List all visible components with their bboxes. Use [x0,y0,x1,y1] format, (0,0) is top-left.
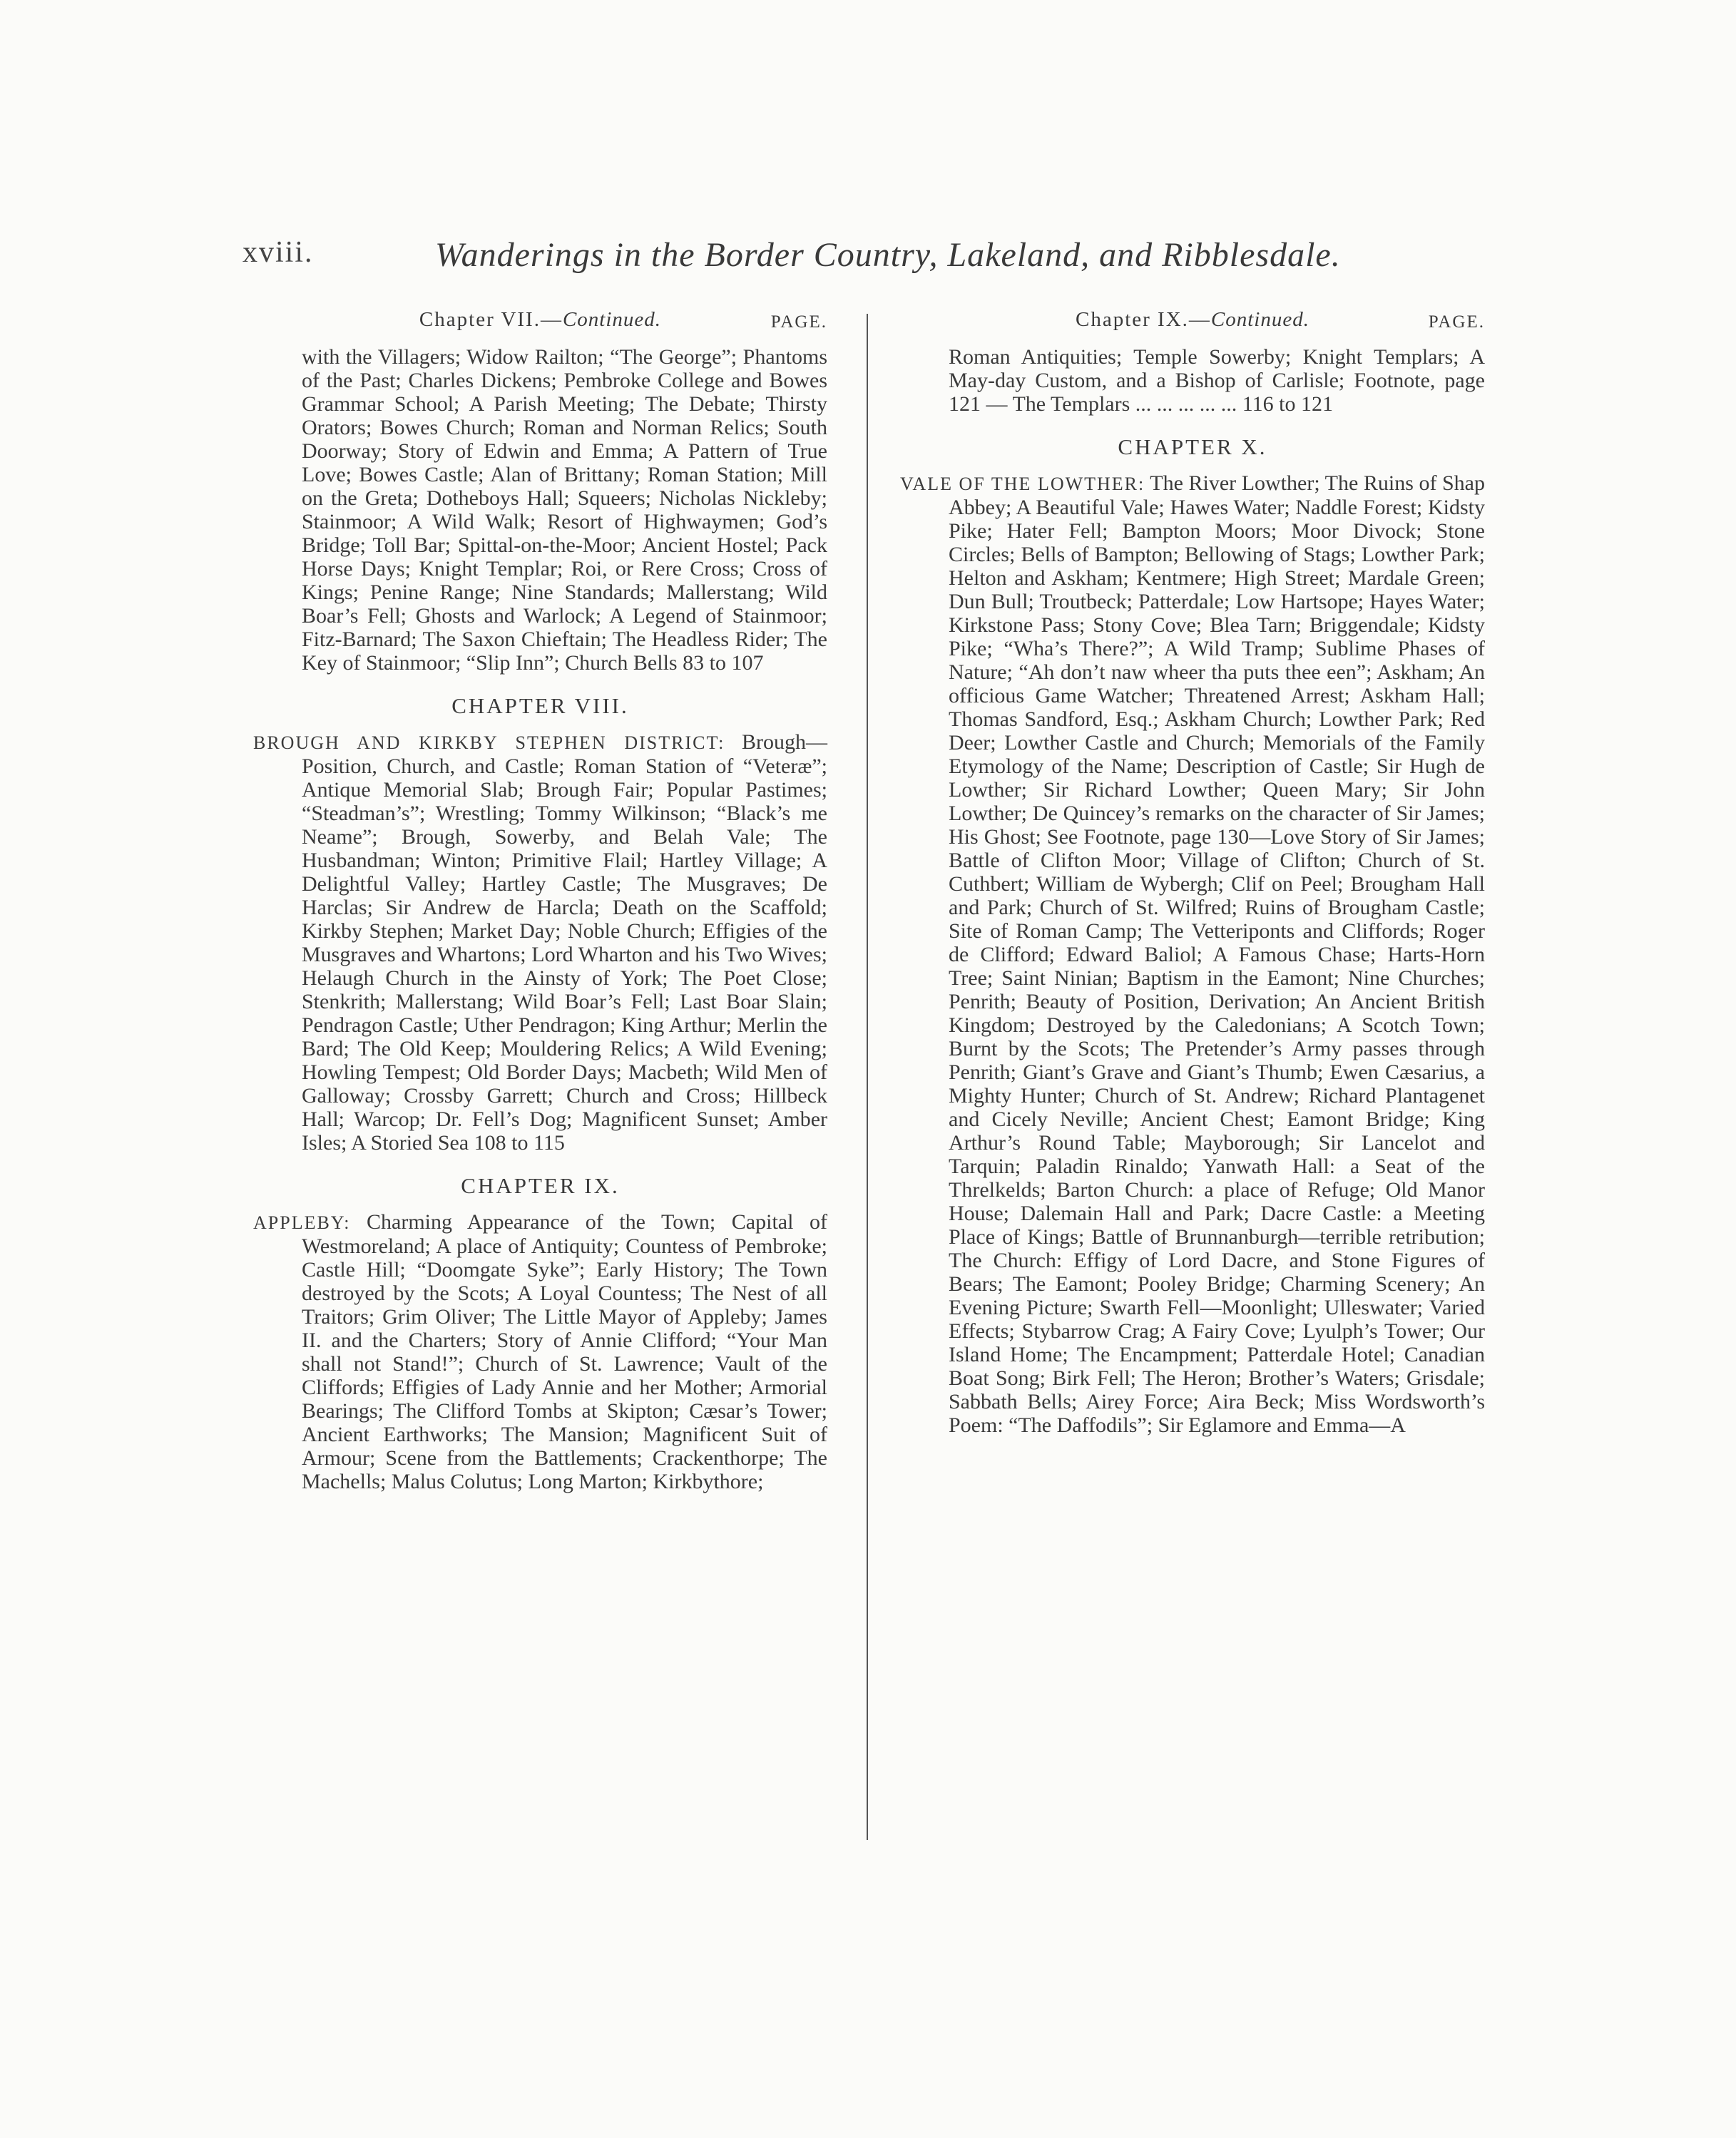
contents-text: The River Lowther; The Ruins of Shap Abbey; A Beautiful Vale; Hawes Water; Naddle Forest; Kidsty Pike; Hater Fell; Bampton Moors; Moor Divock; Stone Circles; Bells of Bampton; Bellowing of Stags; Lowther Park; Helton and Askham; Kentmere; High Street; Mardale Green; Dun Bull; Troutbeck; Patterdale; Low Hartsope; Hayes Water; Kirkstone Pass; Stony Cove; Blea Tarn; Briggendale; Kidsty Pike; “Wha’s There?”; A Wild Tramp; Sublime Phases of Nature; “Ah don’t naw wheer tha puts thee een”; Askham; An officious Game Watcher; Threatened Arrest; Askham Hall; Thomas Sandford, Esq.; Askham Church; Lowther Park; Red Deer; Lowther Castle and Church; Memorials of the Family Etymology of the Name; Description of Castle; Sir Hugh de Lowther; Sir Richard Lowther; Queen Mary; Sir John Lowther; De Quincey’s remarks on the character of Sir James; His Ghost; See Footnote, page 130—Love Story of Sir James; Battle of Clifton Moor; Village of Clifton; Church of St. Cuthbert; William de Wybergh; Clif on Peel; Brougham Hall and Park; Church of St. Wilfred; Ruins of Brougham Castle; Site of Roman Camp; The Vetteriponts and Cliffords; Roger de Clifford; Edward Baliol; A Famous Chase; Harts-Horn Tree; Saint Ninian; Baptism in the Eamont; Nine Churches; Penrith; Beauty of Position, Derivation; An Ancient British Kingdom; Destroyed by the Caledonians; A Scotch Town; Burnt by the Scots; The Pretender’s Army passes through Penrith; Giant’s Grave and Giant’s Thumb; Ewen Cæsarius, a Mighty Hunter; Church of St. Andrew; Richard Plantagenet and Cicely Neville; Ancient Chest; Eamont Bridge; King Arthur’s Round Table; Mayborough; Sir Lancelot and Tarquin; Paladin Rinaldo; Yanwath Hall: a Seat of the Threlkelds; Barton Church: a place of Refuge; Old Manor House; Dalemain Hall and Park; Dacre Castle: a Meeting Place of Kings; Battle of Brunnanburgh—terrible retribution; The Church: Effigy of Lord Dacre, and Stone Figures of Bears; The Eamont; Pooley Bridge; Charming Scenery; An Evening Picture; Swarth Fell—Moonlight; Ulleswater; Varied Effects; Stybarrow Crag; A Fairy Cove; Lyulph’s Tower; Our Island Home; The Encampment; Patterdale Hotel; Canadian Boat Song; Birk Fell; The Heron; Brother’s Waters; Grisdale; Sabbath Bells; Airey Force; Aira Beck; Miss Wordsworth’s Poem: “The Daffodils”; Sir Eglamore and Emma—A [949,471,1485,1437]
page-range: 108 to 115 [474,1131,565,1155]
contents-text: Brough—Position, Church, and Castle; Roman Station of “Veteræ”; Antique Memorial Slab; Brough Fair; Popular Pastimes; “Steadman’s”; Wrestling; Tommy Wilkinson; “Black’s me Neame”; Brough, Sowerby, and Belah Vale; The Husbandman; Winton; Primitive Flail; Hartley Village; A Delightful Valley; Hartley Castle; The Musgraves; De Harclas; Sir Andrew de Harcla; Death on the Scaffold; Kirkby Stephen; Market Day; Noble Church; Effigies of the Musgraves and Whartons; Lord Wharton and his Two Wives; Helaugh Church in the Ainsty of York; The Poet Close; Stenkrith; Mallerstang; Wild Boar’s Fell; Last Boar Slain; Pendragon Castle; Uther Pendragon; King Arthur; Merlin the Bard; The Old Keep; Mouldering Relics; A Wild Evening; Howling Tempest; Old Border Days; Macbeth; Wild Men of Galloway; Crossby Garrett; Church and Cross; Hillbeck Hall; Warcop; Dr. Fell’s Dog; Magnificent Sunset; Amber Isles; A Storied Sea [302,730,828,1155]
chapter-8-title: CHAPTER VIII. [451,693,629,718]
chapter-lead: VALE OF THE LOWTHER: [900,474,1145,494]
chapter-9-contents [253,1210,827,1493]
page-column-label: PAGE. [770,312,827,332]
chapter-9-continued-heading [900,307,1485,342]
chapter-label: Chapter VII.— [419,308,563,331]
running-head [242,235,1341,285]
chapter-7-contents [253,345,827,675]
column-divider [867,314,868,1840]
folio: xviii. [242,236,314,269]
right-column [900,307,1485,1437]
chapter-9-continued-contents [900,345,1485,416]
chapter-lead: BROUGH AND KIRKBY STEPHEN DISTRICT: [253,732,725,753]
left-column [253,307,827,1493]
continued-label: Continued. [1210,308,1309,331]
chapter-label: Chapter IX.— [1076,308,1211,331]
contents-text: Charming Appearance of the Town; Capital of Westmoreland; A place of Antiquity; Countess of Pembroke; Castle Hill; “Doomgate Syke”; Early History; The Town destroyed by the Scots; A Loyal Countess; The Nest of all Traitors; Grim Oliver; The Little Mayor of Appleby; James II. and the Charters; Story of Annie Clifford; “Your Man shall not Stand!”; Church of St. Lawrence; Vault of the Cliffords; Effigies of Lady Annie and her Mother; Armorial Bearings; The Clifford Tombs at Skipton; Cæsar’s Tower; Ancient Earthworks; The Mansion; Magnificent Suit of Armour; Scene from the Battlements; Crackenthorpe; The Machells; Malus Colutus; Long Marton; Kirkbythore; [302,1210,827,1493]
chapter-10-title: CHAPTER X. [1118,434,1267,459]
page-range: 83 to 107 [683,651,764,675]
book-title: Wanderings in the Border Country, Lakeland, and Ribblesdale. [435,236,1341,274]
chapter-10-contents [900,471,1485,1437]
chapter-8-contents [253,730,827,1155]
page-column-label: PAGE. [1428,312,1485,332]
continued-label: Continued. [562,308,662,331]
contents-text: Roman Antiquities; Temple Sowerby; Knight Templars; A May-day Custom, and a Bishop of Carlisle; Footnote, page 121 — The Templars ... ... ... ... ... [949,345,1485,416]
chapter-9-title: CHAPTER IX. [461,1173,620,1198]
chapter-7-continued-heading [253,307,827,342]
chapter-lead: APPLEBY: [253,1212,351,1233]
contents-text: with the Villagers; Widow Railton; “The George”; Phantoms of the Past; Charles Dickens; Pembroke College and Bowes Grammar School; A Parish Meeting; The Debate; Thirsty Orators; Bowes Church; Roman and Norman Relics; South Doorway; Story of Edwin and Emma; A Pattern of True Love; Bowes Castle; Alan of Brittany; Roman Station; Mill on the Greta; Dotheboys Hall; Squeers; Nicholas Nickleby; Stainmoor; A Wild Walk; Resort of Highwaymen; God’s Bridge; Toll Bar; Spittal-on-the-Moor; Ancient Hostel; Pack Horse Days; Knight Templar; Roi, or Rere Cross; Cross of Kings; Penine Range; Nine Standards; Mallerstang; Wild Boar’s Fell; Ghosts and Warlock; A Legend of Stainmoor; Fitz-Barnard; The Saxon Chieftain; The Headless Rider; The Key of Stainmoor; “Slip Inn”; Church Bells [302,345,827,675]
page-range: 116 to 121 [1242,392,1333,416]
